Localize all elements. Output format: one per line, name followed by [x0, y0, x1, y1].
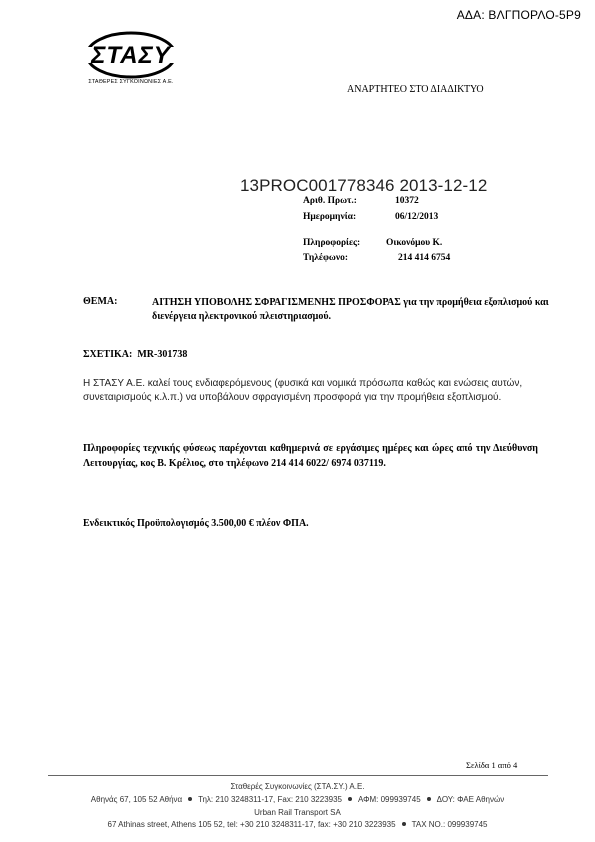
- info-value: Οικονόμου Κ.: [386, 238, 443, 248]
- subject-text: ΑΙΤΗΣΗ ΥΠΟΒΟΛΗΣ ΣΦΡΑΓΙΣΜΕΝΗΣ ΠΡΟΣΦΟΡΑΣ για την προμήθεια εξοπλισμού και διενέργεια ηλεκτρονικού πλειστηριασμού.: [152, 297, 549, 322]
- footer-address: Αθηνάς 67, 105 52 Αθήνα: [90, 795, 183, 804]
- footer-greek-contact: [0, 795, 595, 804]
- proc-number: 13PROC001778346 2013-12-12: [240, 176, 488, 195]
- footer-english-tax-no: TAX NO.: 099939745: [411, 820, 488, 829]
- date-value: 06/12/2013: [395, 212, 439, 222]
- footer-phone-fax: Τηλ: 210 3248311-17, Fax: 210 3223935: [198, 795, 342, 804]
- protocol-number-label: Αριθ. Πρωτ.:: [303, 196, 357, 206]
- footer-english-address: 67 Athinas street, Athens 105 52, tel: +30 210 3248311-17, fax: +30 210 3223935: [107, 820, 396, 829]
- footer-tax-office: ΔΟΥ: ΦΑΕ Αθηνών: [436, 795, 505, 804]
- bullet-icon: [402, 822, 406, 826]
- related-reference: [83, 349, 187, 360]
- logo-text: ΣΤΑΣΥ: [91, 42, 171, 69]
- ada-code: ΑΔΑ: ΒΛΓΠΟΡΛΟ-5Ρ9: [456, 8, 581, 22]
- phone-value: 214 414 6754: [398, 253, 451, 263]
- phone-label: Τηλέφωνο:: [303, 253, 348, 263]
- footer-english-contact: [0, 820, 595, 829]
- budget-line: Ενδεικτικός Προϋπολογισμός 3.500,00 € πλέον ΦΠΑ.: [83, 518, 309, 529]
- stasy-logo: [84, 30, 178, 80]
- date-label: Ημερομηνία:: [303, 212, 357, 222]
- page-number: Σελίδα 1 από 4: [466, 760, 518, 770]
- footer-english-name: Urban Rail Transport SA: [254, 808, 341, 817]
- body-paragraph: Η ΣΤΑΣΥ Α.Ε. καλεί τους ενδιαφερόμενους (φυσικά και νομικά πρόσωπα καθώς και ενώσεις αυτών, συνεταιρισμούς κ.λ.π.) να υποβάλουν σφραγισμένη προσφορά για την προμήθεια εξοπλισμού.: [83, 378, 523, 403]
- protocol-number-value: 10372: [395, 196, 419, 206]
- bullet-icon: [348, 797, 352, 801]
- footer-divider: [48, 775, 548, 776]
- technical-info-paragraph: Πληροφορίες τεχνικής φύσεως παρέχονται καθημερινά σε εργάσιμες ημέρες και ώρες από την Διεύθυνση Λειτουργίας, κος Β. Κρέλιος, στο τηλέφωνο 214 414 6022/ 6974 037119.: [83, 443, 538, 469]
- logo-subtitle: ΣΤΑΘΕΡΕΣ ΣΥΓΚΟΙΝΩΝΙΕΣ Α.Ε.: [88, 79, 174, 85]
- posted-note: ΑΝΑΡΤΗΤΕΟ ΣΤΟ ΔΙΑΔΙΚΤΥΟ: [347, 84, 484, 95]
- subject-label: ΘΕΜΑ:: [83, 296, 118, 307]
- related-value: MR-301738: [137, 349, 188, 360]
- bullet-icon: [188, 797, 192, 801]
- info-label: Πληροφορίες:: [303, 238, 361, 248]
- related-label: ΣΧΕΤΙΚΑ:: [83, 349, 133, 360]
- bullet-icon: [427, 797, 431, 801]
- footer-company-name: Σταθερές Συγκοινωνίες (ΣΤΑ.ΣΥ.) Α.Ε.: [230, 782, 365, 791]
- footer-tax-id: ΑΦΜ: 099939745: [358, 795, 421, 804]
